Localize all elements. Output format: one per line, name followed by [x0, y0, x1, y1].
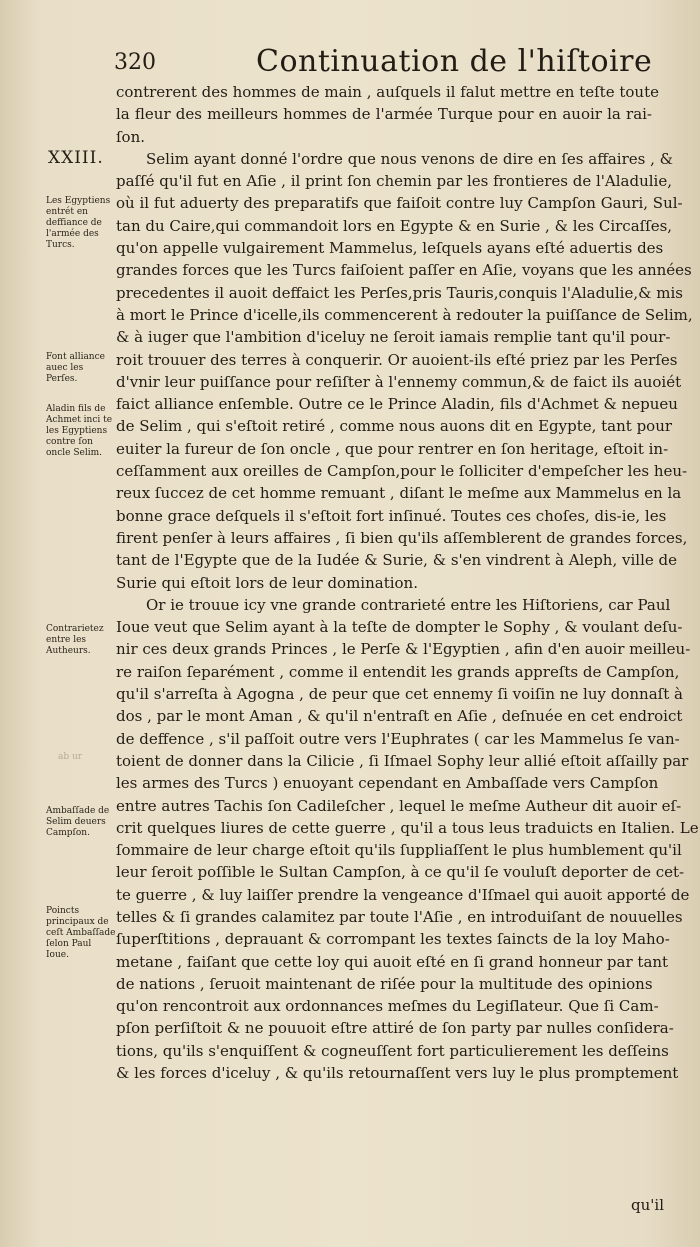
text-line: Ioue veut que Selim ayant à la teſte de dompter le Sophy , & voulant deſu- [116, 618, 683, 637]
text-line: roit trouuer des terres à conquerir. Or auoient-ils eſté priez par les Perſes [116, 350, 678, 369]
margin-note-alliance: Font alliance auec les Perſes. [46, 352, 105, 384]
text-line: à mort le Prince d'icelle,ils commencerent à redouter la puiſſance de Selim, [116, 305, 693, 324]
text-line: firent penſer à leurs affaires , ſi bien qu'ils aſſemblerent de grandes forces, [116, 528, 688, 547]
text-line: precedentes il auoit deffaict les Perſes,pris Tauris,conquis l'Aladulie,& mis [116, 283, 683, 302]
text-line: où il fut aduerty des preparatifs que faiſoit contre luy Campſon Gauri, Sul- [116, 194, 683, 213]
text-line: reux ſuccez de cet homme remuant , diſant le meſme aux Mammelus en la [116, 484, 682, 503]
text-line: qu'il s'arreſta à Agogna , de peur que cet ennemy ſi voiſin ne luy donnaſt à [116, 685, 683, 704]
text-line: telles & ſi grandes calamitez par toute l'Aſie , en introduiſant de nouuelles [116, 907, 683, 926]
text-line: ſon. [116, 127, 146, 146]
text-line: d'vnir leur puiſſance pour reſiſter à l'ennemy commun,& de faict ils auoiét [116, 372, 682, 391]
margin-note-aladin: Aladin fils de Achmet inci te les Egyptiens contre ſon oncle Selim. [46, 404, 113, 458]
text-line: ſommaire de leur charge eſtoit qu'ils ſuppliaſſent le plus humblement qu'il [116, 841, 682, 860]
text-line: te guerre , & luy laiſſer prendre la vengeance d'Iſmael qui auoit apporté de [116, 885, 690, 904]
text-line: & les forces d'iceluy , & qu'ils retournaſſent vers luy le plus promptement [116, 1064, 679, 1083]
text-line: qu'on appelle vulgairement Mammelus, leſquels ayans eſté aduertis des [116, 239, 664, 258]
text-line: les armes des Turcs ) enuoyant cependant en Ambaſſade vers Campſon [116, 774, 659, 793]
margin-note-egyptians: Les Egyptiens entrét en deffiance de l'armée des Turcs. [46, 196, 111, 250]
text-line: pſon perſiſtoit & ne pouuoit eſtre attiré de ſon party par nulles conſidera- [116, 1019, 674, 1038]
running-title: Continuation de l'hiſtoire [256, 44, 653, 79]
text-line: faict alliance enſemble. Outre ce le Prince Aladin, fils d'Achmet & nepueu [116, 395, 678, 414]
main-text [116, 81, 699, 1084]
margin-note-ambassade: Ambaſſade de Selim deuers Campſon. [46, 806, 110, 838]
margin-note-poincts: Poincts principaux de ceſt Ambaſſade ſelon Paul Ioue. [46, 906, 116, 960]
text-line: euiter la fureur de ſon oncle , que pour rentrer en ſon heritage, eſtoit in- [116, 439, 669, 458]
text-line: de nations , ſeruoit maintenant de riſée pour la multitude des opinions [116, 974, 653, 993]
margin-note-contrarietez: Contrarietez entre les Autheurs. [46, 624, 104, 656]
text-line: leur ſeroit poſſible le Sultan Campſon, à ce qu'il ſe vouluſt deporter de cet- [116, 863, 685, 882]
catchword: qu'il [631, 1196, 664, 1214]
text-line: Surie qui eſtoit lors de leur domination. [116, 573, 418, 592]
text-line: paſſé qu'il fut en Aſie , il print ſon chemin par les frontieres de l'Aladulie, [116, 172, 673, 191]
section-marker: XXIII. [48, 148, 104, 168]
text-line: de Selim , qui s'eſtoit retiré , comme nous auons dit en Egypte, tant pour [116, 417, 673, 436]
text-line: metane , faiſant que cette loy qui auoit eſté en ſi grand honneur par tant [116, 952, 669, 971]
text-line: ſuperſtitions , deprauant & corrompant les textes ſaincts de la loy Maho- [116, 930, 670, 949]
text-line: toient de donner dans la Cilicie , ſi Iſmael Sophy leur allié eſtoit aſſailly par [116, 751, 689, 770]
text-line: tant de l'Egypte que de la Iudée & Surie, & s'en vindrent à Aleph, ville de [116, 551, 677, 570]
page-number: 320 [114, 50, 156, 75]
text-line: tan du Caire,qui commandoit lors en Egypte & en Surie , & les Circaſſes, [116, 216, 673, 235]
text-line: qu'on rencontroit aux ordonnances meſmes du Legiſlateur. Que ſi Cam- [116, 997, 659, 1016]
text-line: crit quelques liures de cette guerre , qu'il a tous leus traduicts en Italien. Le [116, 818, 699, 837]
text-line: nir ces deux grands Princes , le Perſe & l'Egyptien , afin d'en auoir meilleu- [116, 640, 691, 659]
text-line: dos , par le mont Aman , & qu'il n'entraſt en Aſie , deſnuée en cet endroict [116, 707, 683, 726]
text-line: de deffence , s'il paſſoit outre vers l'Euphrates ( car les Mammelus ſe van- [116, 729, 680, 748]
text-line: contrerent des hommes de main , auſquels il falut mettre en teſte toute [116, 83, 659, 101]
text-line: entre autres Tachis ſon Cadileſcher , lequel le meſme Autheur dit auoir eſ- [116, 796, 682, 815]
text-line: & à iuger que l'ambition d'iceluy ne ſeroit iamais remplie tant qu'il pour- [116, 328, 671, 347]
text-line: bonne grace deſquels il s'eſtoit fort inſinué. Toutes ces choſes, dis-ie, les [116, 506, 667, 525]
text-line: ceſſamment aux oreilles de Campſon,pour le ſolliciter d'empeſcher les heu- [116, 462, 688, 481]
text-line: tions, qu'ils s'enquiſſent & cogneuſſent fort particulierement les deſſeins [116, 1041, 669, 1060]
text-line: re raiſon ſeparément , comme il entendit les grands appreſts de Campſon, [116, 662, 680, 681]
text-line: grandes forces que les Turcs faiſoient paſſer en Aſie, voyans que les années [116, 261, 692, 280]
text-line: Selim ayant donné l'ordre que nous venons de dire en ſes affaires , & [146, 149, 673, 168]
text-line: Or ie trouue icy vne grande contrarieté entre les Hiſtoriens, car Paul [146, 595, 671, 614]
bleed-through-text: ab ur [58, 752, 83, 762]
text-line: la fleur des meilleurs hommes de l'armée Turque pour en auoir la rai- [116, 105, 652, 124]
running-header [0, 44, 700, 84]
